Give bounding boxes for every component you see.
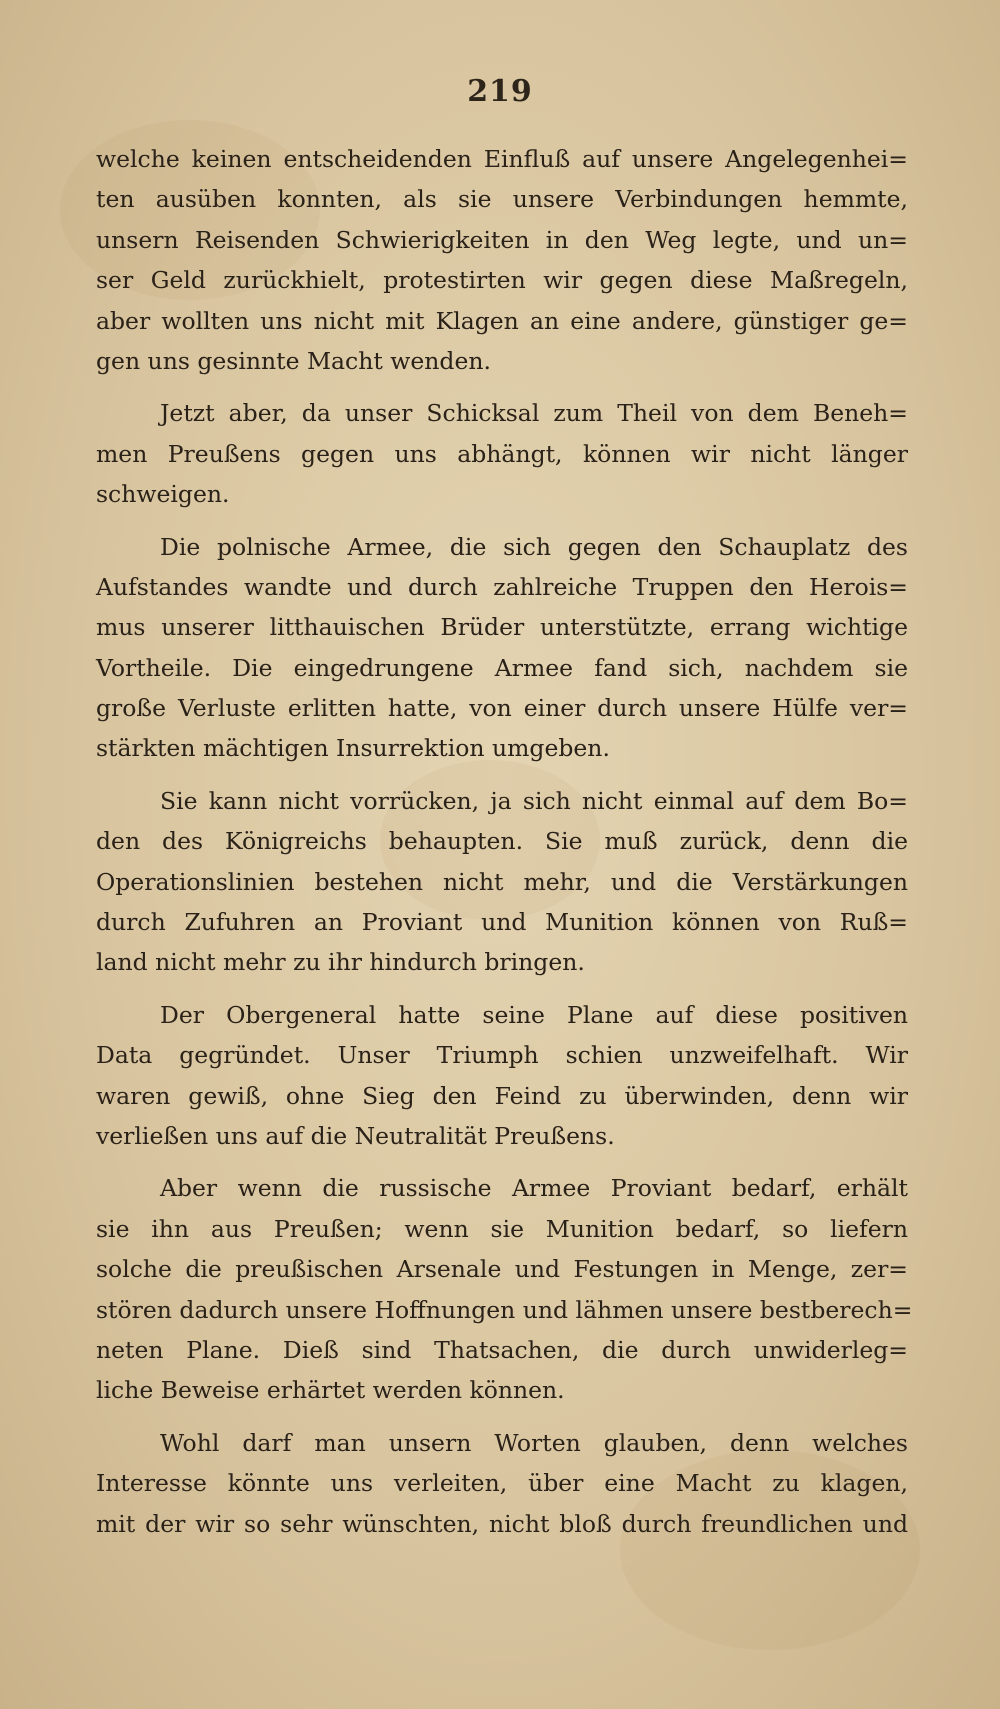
text-line: men Preußens gegen uns abhängt, können wir nicht länger xyxy=(96,439,908,468)
text-line: Jetzt aber, da unser Schicksal zum Theil von dem Beneh= xyxy=(160,399,908,428)
text-line: Aber wenn die russische Armee Proviant bedarf, erhält xyxy=(160,1174,908,1203)
paragraph xyxy=(96,527,908,769)
text-line: schweigen. xyxy=(96,480,230,509)
text-line: durch Zufuhren an Proviant und Munition können von Ruß= xyxy=(96,908,908,937)
paragraph xyxy=(96,995,908,1157)
text-line: ser Geld zurückhielt, protestirten wir gegen diese Maßregeln, xyxy=(96,266,908,295)
text-line: Wohl darf man unsern Worten glauben, denn welches xyxy=(160,1428,908,1457)
text-line: Aufstandes wandte und durch zahlreiche Truppen den Herois= xyxy=(96,572,908,601)
text-line: solche die preußischen Arsenale und Festungen in Menge, zer= xyxy=(96,1255,908,1284)
text-line: verließen uns auf die Neutralität Preußens. xyxy=(96,1121,615,1150)
text-line: Die polnische Armee, die sich gegen den Schauplatz des xyxy=(160,532,908,561)
text-line: Vortheile. Die eingedrungene Armee fand sich, nachdem sie xyxy=(96,653,908,682)
paragraph xyxy=(96,781,908,983)
text-line: ten ausüben konnten, als sie unsere Verbindungen hemmte, xyxy=(96,185,908,214)
text-line: land nicht mehr zu ihr hindurch bringen. xyxy=(96,948,585,977)
text-line: waren gewiß, ohne Sieg den Feind zu überwinden, denn wir xyxy=(96,1081,908,1110)
paragraph xyxy=(96,139,908,381)
text-line: gen uns gesinnte Macht wenden. xyxy=(96,346,491,375)
text-line: stören dadurch unsere Hoffnungen und lähmen unsere bestberech= xyxy=(96,1295,913,1324)
text-line: Sie kann nicht vorrücken, ja sich nicht einmal auf dem Bo= xyxy=(160,786,908,815)
text-line: Data gegründet. Unser Triumph schien unzweifelhaft. Wir xyxy=(96,1041,908,1070)
text-line: neten Plane. Dieß sind Thatsachen, die durch unwiderleg= xyxy=(96,1335,908,1364)
text-line: sie ihn aus Preußen; wenn sie Munition bedarf, so liefern xyxy=(96,1214,908,1243)
text-line: mus unserer litthauischen Brüder unterstützte, errang wichtige xyxy=(96,613,908,642)
text-line: aber wollten uns nicht mit Klagen an eine andere, günstiger ge= xyxy=(96,306,908,335)
paragraph xyxy=(96,393,908,514)
body-text xyxy=(96,139,913,1544)
paragraph xyxy=(96,1423,908,1544)
page-number: 219 xyxy=(467,74,533,109)
text-line: Operationslinien bestehen nicht mehr, und die Verstärkungen xyxy=(96,867,908,896)
text-line: unsern Reisenden Schwierigkeiten in den Weg legte, und un= xyxy=(96,225,908,254)
text-line: Der Obergeneral hatte seine Plane auf diese positiven xyxy=(160,1000,908,1029)
text-line: liche Beweise erhärtet werden können. xyxy=(96,1376,565,1405)
text-line: Interesse könnte uns verleiten, über eine Macht zu klagen, xyxy=(96,1469,908,1498)
text-line: den des Königreichs behaupten. Sie muß zurück, denn die xyxy=(96,827,908,856)
text-line: stärkten mächtigen Insurrektion umgeben. xyxy=(96,734,610,763)
text-line: große Verluste erlitten hatte, von einer durch unsere Hülfe ver= xyxy=(96,694,908,723)
text-line: welche keinen entscheidenden Einfluß auf unsere Angelegenhei= xyxy=(96,145,908,173)
paragraph xyxy=(96,1168,913,1410)
text-line: mit der wir so sehr wünschten, nicht bloß durch freundlichen und xyxy=(96,1509,908,1538)
